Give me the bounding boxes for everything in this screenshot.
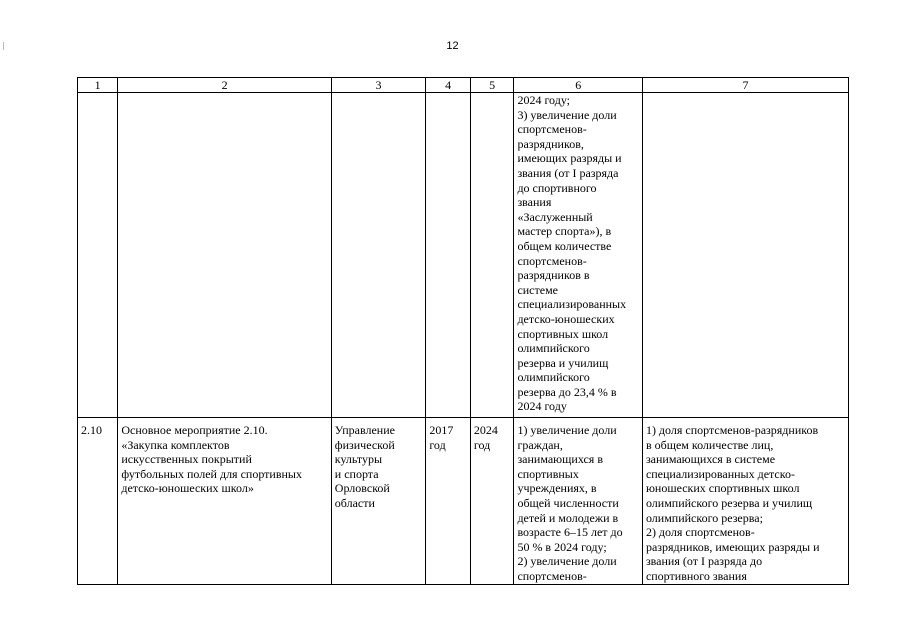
cell-indicators: 1) доля спортсменов-разрядников в общем количестве лиц, занимающихся в системе специализированных детско- юношеских спортивных школ олимпийского резерва и училищ олимпийского резерва; 2) доля спортсменов- разрядников, имеющих разряды и звания (от I разряда до спортивного звания xyxy=(642,418,848,585)
column-header-7: 7 xyxy=(642,78,848,93)
cell-empty xyxy=(642,93,848,418)
cell-executor: Управление физической культуры и спорта Орловской области xyxy=(331,418,426,585)
page-number: 12 xyxy=(446,40,459,52)
cell-item-number: 2.10 xyxy=(78,418,118,585)
cell-end-year: 2024 год xyxy=(470,418,514,585)
column-header-3: 3 xyxy=(331,78,426,93)
cell-expected-result: 1) увеличение доли граждан, занимающихся в спортивных учреждениях, в общей численности детей и молодежи в возрасте 6–15 лет до 50 % в 2024 году; 2) увеличение доли спортсменов- xyxy=(514,418,643,585)
program-table xyxy=(77,77,849,585)
cell-empty xyxy=(470,93,514,418)
cell-activity-name: Основное мероприятие 2.10. «Закупка комплектов искусственных покрытий футбольных полей для спортивных детско-юношеских школ» xyxy=(118,418,331,585)
cell-empty xyxy=(426,93,471,418)
cell-start-year: 2017 год xyxy=(426,418,471,585)
column-header-5: 5 xyxy=(470,78,514,93)
column-header-2: 2 xyxy=(118,78,331,93)
cell-empty xyxy=(118,93,331,418)
column-header-1: 1 xyxy=(78,78,118,93)
cell-expected-result-continued: 2024 году; 3) увеличение доли спортсменов- разрядников, имеющих разряды и звания (от I разряда до спортивного звания «Заслуженный мастер спорта»), в общем количестве спортсменов- разрядников в системе специализированных детско-юношеских спортивных школ олимпийского резерва и училищ олимпийского резерва до 23,4 % в 2024 году xyxy=(514,93,643,418)
column-header-4: 4 xyxy=(426,78,471,93)
table-row-2-10 xyxy=(78,418,849,585)
table-row-continued xyxy=(78,93,849,418)
column-number-row xyxy=(78,78,849,93)
cell-empty xyxy=(331,93,426,418)
column-header-6: 6 xyxy=(514,78,643,93)
cell-empty xyxy=(78,93,118,418)
